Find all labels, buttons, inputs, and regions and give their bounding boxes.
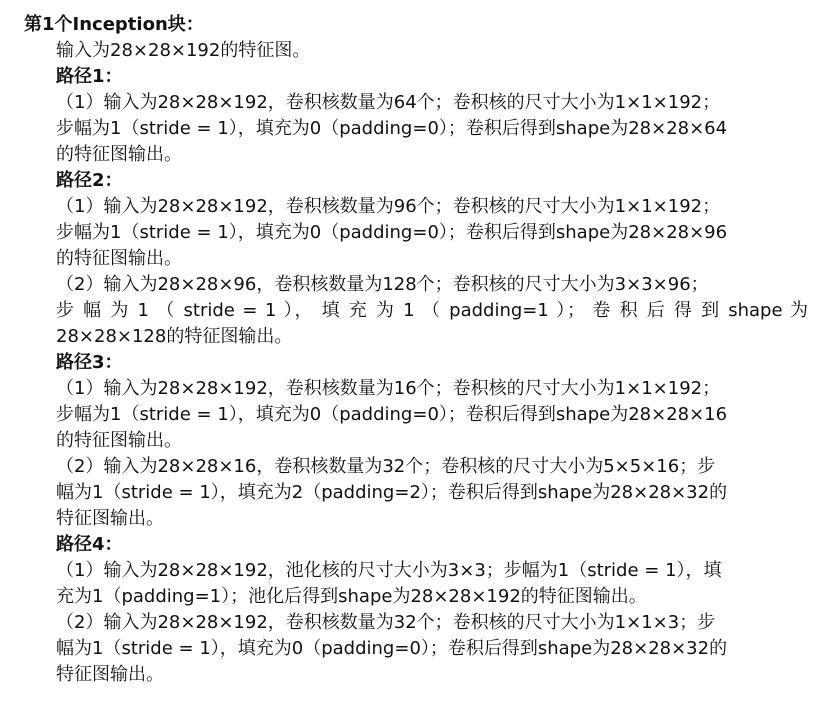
path-4-item-1-line-1: （1）输入为28×28×192，池化核的尺寸大小为3×3；步幅为1（stride = 1），填 [56,560,722,581]
path-1-item-1-line-1: （1）输入为28×28×192，卷积核数量为64个；卷积核的尺寸大小为1×1×192； [56,92,721,113]
path-4-item-1-line-2: 充为1（padding=1）；池化后得到shape为28×28×192的特征图输出。 [56,586,647,607]
page-title: 第1个Inception块： [24,14,204,35]
path-4-item-2-line-1: （2）输入为28×28×192，卷积核数量为32个；卷积核的尺寸大小为1×1×3；步 [56,612,716,633]
path-3-item-2-line-3: 特征图输出。 [56,508,164,529]
path-3-item-1-line-2: 步幅为1（stride = 1），填充为0（padding=0）；卷积后得到shape为28×28×16 [56,404,728,425]
intro-text: 输入为28×28×192的特征图。 [56,40,311,61]
path-2-item-1-line-1: （1）输入为28×28×192，卷积核数量为96个；卷积核的尺寸大小为1×1×192； [56,196,721,217]
path-2-item-1-line-3: 的特征图输出。 [56,248,182,269]
path-1-item-1-line-2: 步幅为1（stride = 1），填充为0（padding=0）；卷积后得到shape为28×28×64 [56,118,728,139]
path-1-heading: 路径1： [56,66,123,87]
path-4-item-2-line-3: 特征图输出。 [56,664,164,685]
path-4-item-2-line-2: 幅为1（stride = 1），填充为0（padding=0）；卷积后得到shape为28×28×32的 [56,638,728,659]
path-2-item-2-line-2: 步 幅 为 1 （ stride = 1 ）， 填 充 为 1 （ padding=1 ）； 卷 积 后 得 到 shape 为 [56,300,808,321]
path-3-item-1-line-1: （1）输入为28×28×192，卷积核数量为16个；卷积核的尺寸大小为1×1×192； [56,378,721,399]
path-3-item-2-line-2: 幅为1（stride = 1），填充为2（padding=2）；卷积后得到shape为28×28×32的 [56,482,728,503]
path-3-heading: 路径3： [56,352,123,373]
path-2-heading: 路径2： [56,170,123,191]
path-2-item-2-line-1: （2）输入为28×28×96，卷积核数量为128个；卷积核的尺寸大小为3×3×96； [56,274,709,295]
path-2-item-1-line-2: 步幅为1（stride = 1），填充为0（padding=0）；卷积后得到shape为28×28×96 [56,222,728,243]
path-3-item-2-line-1: （2）输入为28×28×16，卷积核数量为32个；卷积核的尺寸大小为5×5×16；步 [56,456,716,477]
path-2-item-2-line-3: 28×28×128的特征图输出。 [56,326,293,347]
path-1-item-1-line-3: 的特征图输出。 [56,144,182,165]
path-4-heading: 路径4： [56,534,123,555]
path-3-item-1-line-3: 的特征图输出。 [56,430,182,451]
